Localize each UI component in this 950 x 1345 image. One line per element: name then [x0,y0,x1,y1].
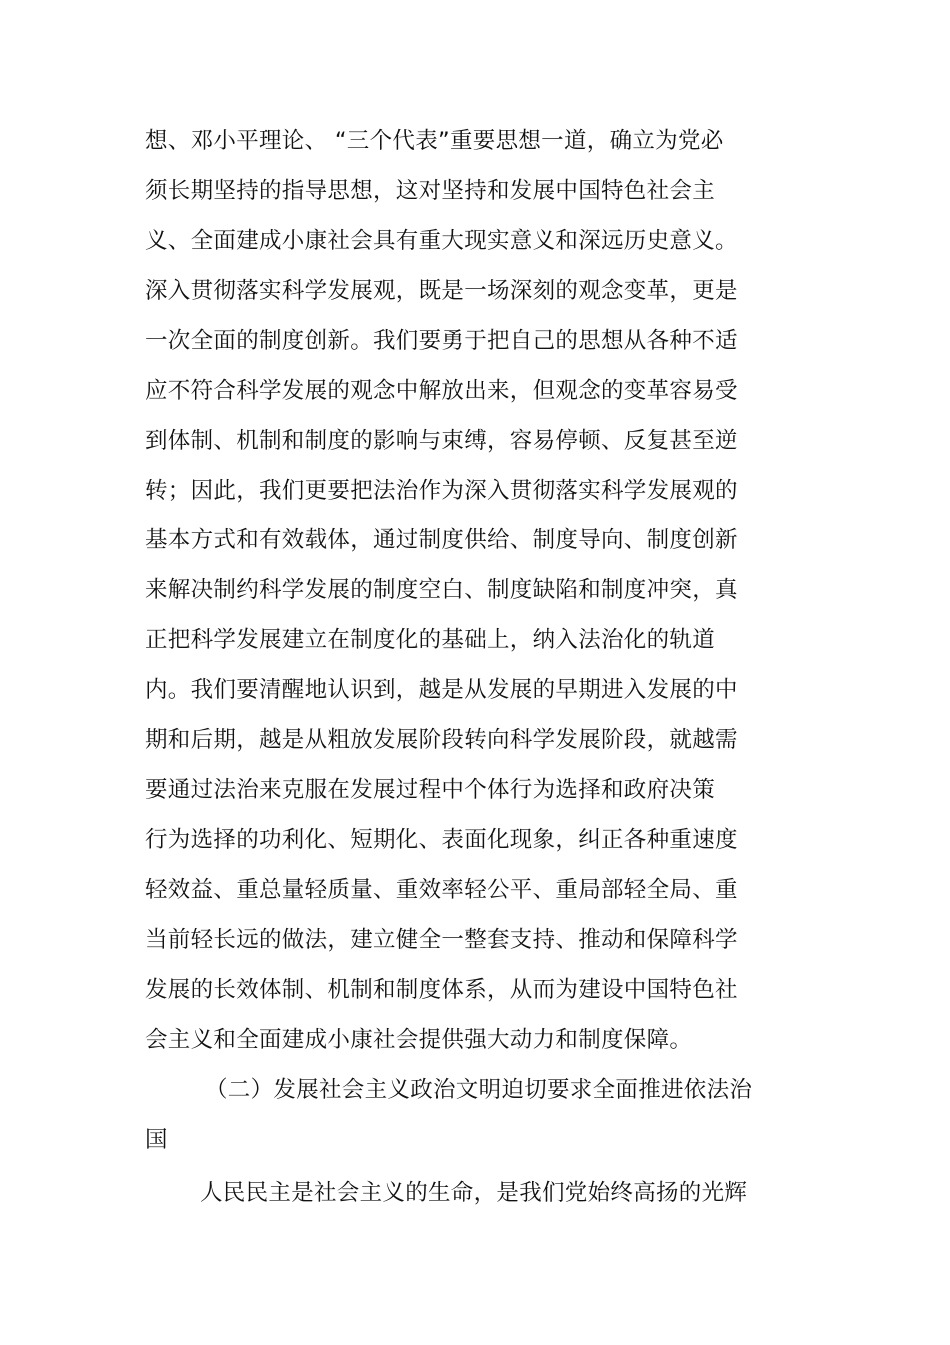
text-line: 一次全面的制度创新。我们要勇于把自己的思想从各种不适 [145,328,738,354]
text-line: 须长期坚持的指导思想，这对坚持和发展中国特色社会主 [145,178,716,204]
text-line: 基本方式和有效载体，通过制度供给、制度导向、制度创新 [145,527,738,553]
text-line: 义、全面建成小康社会具有重大现实意义和深远历史意义。 [145,228,738,254]
text-line: 转；因此，我们更要把法治作为深入贯彻落实科学发展观的 [145,478,738,504]
text-line: 当前轻长远的做法，建立健全一整套支持、推动和保障科学 [145,927,738,953]
text-line: 行为选择的功利化、短期化、表面化现象，纠正各种重速度 [145,827,738,853]
text-line: 应不符合科学发展的观念中解放出来，但观念的变革容易受 [145,378,738,404]
text-line: 深入贯彻落实科学发展观，既是一场深刻的观念变革，更是 [145,278,738,304]
section-heading-continued: 国 [145,1127,168,1153]
paragraph-start: 人民民主是社会主义的生命，是我们党始终高扬的光辉 [200,1180,748,1206]
text-line: 内。我们要清醒地认识到，越是从发展的早期进入发展的中 [145,677,738,703]
text-line: 来解决制约科学发展的制度空白、制度缺陷和制度冲突，真 [145,577,738,603]
text-line: 想、邓小平理论、 “三个代表”重要思想一道，确立为党必 [145,128,724,154]
text-line: 发展的长效体制、机制和制度体系，从而为建设中国特色社 [145,977,738,1003]
text-line: 正把科学发展建立在制度化的基础上，纳入法治化的轨道 [145,627,716,653]
text-line: 到体制、机制和制度的影响与束缚，容易停顿、反复甚至逆 [145,428,738,454]
section-heading: （二）发展社会主义政治文明迫切要求全面推进依法治 [205,1077,753,1103]
text-line: 会主义和全面建成小康社会提供强大动力和制度保障。 [145,1027,693,1053]
text-line: 要通过法治来克服在发展过程中个体行为选择和政府决策 [145,777,716,803]
text-line: 期和后期，越是从粗放发展阶段转向科学发展阶段，就越需 [145,727,738,753]
text-line: 轻效益、重总量轻质量、重效率轻公平、重局部轻全局、重 [145,877,738,903]
